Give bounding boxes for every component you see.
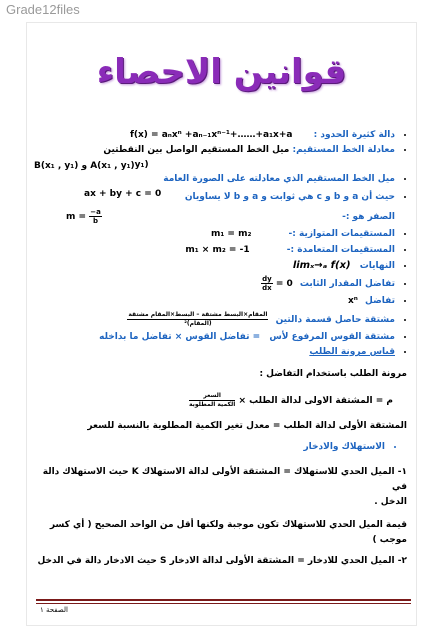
consumption-list: [34, 440, 407, 455]
item-label: معادلة الخط المستقيم:: [292, 145, 395, 156]
list-item: [34, 345, 395, 360]
list-item: [34, 128, 395, 143]
item-label: مشتقة حاصل قسمة دالتين: [275, 314, 395, 325]
elasticity-note: المشتقة الأولى لدالة الطلب = معدل تغير الكمية المطلوبة بالنسبة للسعر: [87, 420, 407, 431]
item-formula: limₓ→ₐ f(x): [292, 260, 351, 272]
list-item: [34, 310, 395, 330]
item-label: المستقيمات المتوازية :-: [288, 229, 395, 240]
item-formula: ax + by + c = 0: [84, 189, 162, 200]
list-item: [34, 440, 385, 455]
page-number: الصفحة ١: [40, 606, 68, 614]
watermark: Grade12files: [6, 2, 80, 17]
list-item: [34, 258, 395, 274]
item-label: المستقيمات المتعامدة :-: [286, 244, 395, 255]
list-item: [34, 243, 395, 258]
list-item: [34, 227, 395, 242]
item-label: مشتقة القوس المرفوع لأس: [269, 331, 395, 342]
formula-lhs: m =: [66, 212, 87, 223]
list-item: [34, 294, 395, 309]
consumption-line-1b: الدخل .: [374, 497, 407, 508]
item-label: دالة كثيرة الحدود :: [313, 130, 395, 140]
fraction-numerator: السعر: [189, 392, 235, 401]
list-item: [34, 143, 395, 171]
formula-rhs: = 0: [275, 279, 293, 290]
consumption-line-3: ٢- الميل الحدي للادخار = المشتقة الأولى لدالة الادخار S حيث الادخار دالة في الدخل: [37, 556, 407, 567]
fraction-denominator: (المقام)²: [184, 319, 212, 327]
item-formula: f(x) = aₙxⁿ +aₙ₋₁xⁿ⁻¹+……+a₁x+a: [129, 130, 293, 140]
fraction-numerator: المقام×البسط مشتقة – البسط×المقام مشتقة: [128, 310, 268, 318]
elasticity-heading: مرونة الطلب باستخدام التفاضل :: [259, 368, 407, 379]
elasticity-formula: [34, 392, 407, 409]
item-formula: B(x₁ , y₁) و A(x₁ , y₁): [34, 160, 135, 171]
item-text: = تفاضل القوس × تفاضل ما بداخله: [99, 331, 261, 342]
fraction-numerator: −a: [90, 208, 101, 217]
formula-list: [34, 128, 407, 361]
item-label: النهايات: [359, 261, 395, 272]
footer-rule: [36, 599, 411, 601]
item-label: حيث أن a و b و c هي ثوابت و a و b لا يساويان الصفر هو :-: [184, 192, 395, 223]
item-label: الاستهلاك والادخار: [303, 441, 385, 452]
fraction-denominator: dx: [262, 284, 272, 293]
item-label: تفاضل: [365, 296, 395, 307]
item-formula: [66, 207, 102, 227]
list-item: [34, 330, 395, 345]
formula-lhs: م = المشتقة الاولى لدالة الطلب ×: [238, 395, 393, 406]
fraction-denominator: الكمية المطلوبة: [189, 400, 236, 408]
list-item: [34, 274, 395, 294]
fraction-numerator: dy: [262, 275, 272, 284]
item-label: ميل الخط المستقيم الذي معادلته على الصورة العامة: [163, 173, 395, 184]
page-title: قوانين الاحصاء: [96, 52, 347, 92]
item-formula: [261, 275, 293, 293]
item-label: قياس مرونة الطلب: [309, 347, 395, 358]
document-content: [34, 128, 407, 569]
consumption-line-1: ١- الميل الحدي للاستهلاك = المشتقة الأولى لدالة الاستهلاك K حيث الاستهلاك دالة في: [42, 467, 407, 493]
consumption-line-2: قيمة الميل الحدي للاستهلاك تكون موجبة ولكنها أقل من الواحد الصحيح ( أي كسر موجب ): [49, 520, 407, 546]
footer-rule-thin: [36, 603, 411, 604]
item-label: تفاضل المقدار الثابت: [299, 279, 395, 290]
item-formula: xⁿ: [347, 296, 358, 307]
item-formula: m₁ × m₂ = -1: [185, 244, 250, 255]
item-text: ميل الخط المستقيم الواصل بين النقطتين: [103, 145, 290, 156]
item-formula: m₁ = m₂: [210, 229, 252, 240]
fraction-denominator: b: [92, 217, 98, 226]
list-item-continuation: y₁): [134, 159, 149, 170]
